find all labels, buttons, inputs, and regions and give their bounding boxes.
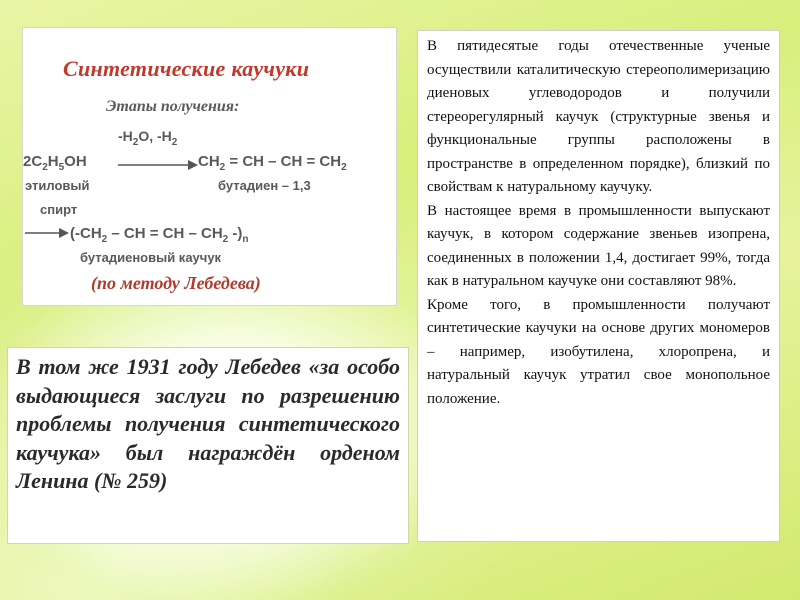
- text-panel: [417, 30, 780, 542]
- product2-formula: ($-CH_2$ – CH = CH – $CH_2$ $-)_n$: [70, 225, 249, 245]
- paragraph-1: В пятидесятые годы отечественные ученые осуществили каталитическую стереополимеризацию диеновых углеводородов и получили стереорегулярный каучук (структурные звенья и функциональные группы расположены в пространстве в определенном порядке), близкий по свойствам к натуральному каучуку.: [427, 38, 770, 195]
- scheme-title: Синтетические каучуки: [63, 56, 310, 81]
- reactant-name-line1: этиловый: [25, 178, 90, 193]
- stages-label: Этапы получения:: [106, 98, 240, 115]
- reaction-conditions: $-H_2O$, $-H_2$: [118, 128, 178, 148]
- lebedev-award-quote: В том же 1931 году Лебедев «за особо выдающиеся заслуги по разрешению проблемы получения синтетического каучука» был награждён орденом Ленина (№ 259): [7, 347, 409, 544]
- paragraph-2: В настоящее время в промышленности выпускают каучук, в котором содержание звеньев изопрена, соединенных в положении 1,4, достигает 99%, тогда как в натуральном каучуке они составляют 98%.: [427, 202, 770, 289]
- product1-name: бутадиен – 1,3: [218, 178, 311, 193]
- reactant-formula: $2C_2H_5OH$: [23, 153, 87, 173]
- arrow-2-head: [59, 228, 69, 238]
- reactant-name-line2: спирт: [40, 202, 78, 217]
- paragraph-3: Кроме того, в промышленности получают синтетические каучуки на основе других мономеров – например, изобутилена, хлоропрена, и натуральный каучук утратил свое монопольное положение.: [427, 296, 770, 407]
- product2-name: бутадиеновый каучук: [80, 250, 222, 265]
- arrow-1-head: [188, 160, 198, 170]
- product1-formula: $CH_2$ = CH – CH = $CH_2$: [198, 153, 347, 173]
- reaction-scheme-panel: [22, 27, 397, 306]
- method-caption: (по методу Лебедева): [91, 273, 261, 293]
